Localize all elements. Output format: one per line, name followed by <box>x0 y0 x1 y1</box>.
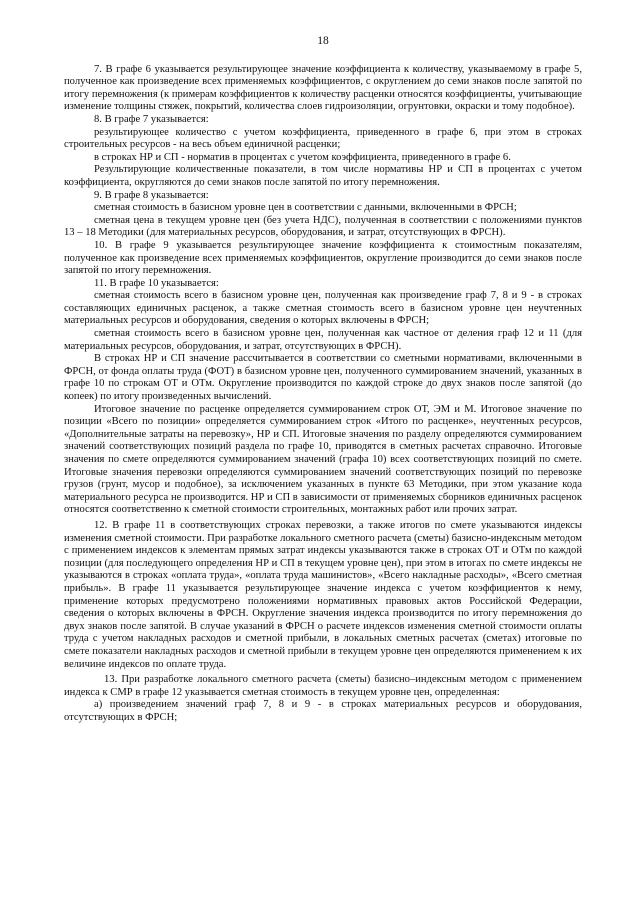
paragraph-7: 7. В графе 6 указывается результирующее значение коэффициента к количеству, указываемому в графе 5, полученное как произведение всех применяемых коэффициентов, с округлением до семи знаков после запятой по итогу перемножения (к примерам коэффициентов к количеству расценки относятся коэффициенты, учитывающие изменение толщины стяжек, покрытий, количества слоев гидроизоляции, огрунтовки, окраски и тому подобное). <box>64 63 582 113</box>
paragraph-11-nr-sp: В строках НР и СП значение рассчитывается в соответствии со сметными нормативами, включенными в ФРСН, от фонда оплаты труда (ФОТ) в базисном уровне цен, полученного суммированием значений, указанных в графе 10 по строкам ОТ и ОТм. Округление производится по каждой строке до двух знаков после запятой (до копеек) по итогу произведенных вычислений. <box>64 353 582 403</box>
paragraph-13-item-a: а) произведением значений граф 7, 8 и 9 - в строках материальных ресурсов и оборудования, отсутствующих в ФРСН; <box>64 699 582 723</box>
paragraph-11-totals: Итоговое значение по расценке определяется суммированием строк ОТ, ЭМ и М. Итоговое значение по позиции «Всего по позиции» определяется суммированием строк «Итого по расценке», неучтенных ресурсов, «Дополнительные затраты на перевозку», НР и СП. Итоговые значения по разделу определяются суммированием значений соответствующих позиций раздела по графе 10, приводятся в сметных расчетах справочно. Итоговые значения по смете определяются суммированием значений (графа 10) всех соответствующих позиций по смете. Итоговые значения перевозки определяются суммированием значений соответствующих позиций по перевозке грузов (грунт, мусор и подобное), за исключением указанных в пункте 63 Методики, при этом указание кода материального ресурса не производится. НР и СП в зависимости от применяемых сборников единичных расценок относятся соответственно к сметной стоимости строительных, монтажных работ или прочих затрат. <box>64 403 582 516</box>
paragraph-13: 13. При разработке локального сметного расчета (сметы) базисно–индексным методом с применением индекса к СМР в графе 12 указывается сметная стоимость в текущем уровне цен, определенная: <box>64 674 582 698</box>
page-number: 18 <box>317 35 329 47</box>
paragraph-9-item-2: сметная цена в текущем уровне цен (без учета НДС), полученная в соответствии с положениями пунктов 13 – 18 Методики (для материальных ресурсов, оборудования, и затрат, отсутствующих в ФРСН). <box>64 214 582 239</box>
paragraph-9-heading: 9. В графе 8 указывается: <box>94 189 209 201</box>
paragraph-11-heading: 11. В графе 10 указывается: <box>94 277 219 289</box>
paragraph-11-item-2: сметная стоимость всего в базисном уровне цен, полученная как частное от деления граф 12 и 11 (для материальных ресурсов, оборудования, и затрат, отсутствующих в ФРСН). <box>64 328 582 352</box>
paragraph-11-item-1: сметная стоимость всего в базисном уровне цен, полученная как произведение граф 7, 8 и 9 - в строках составляющих единичных расценок, а также сметная стоимость всего в базисном уровне цен неучтенных материальных ресурсов и оборудования, сведения о которых включены в ФРСН; <box>64 290 582 327</box>
paragraph-12: 12. В графе 11 в соответствующих строках перевозки, а также итогов по смете указываются индексы изменения сметной стоимости. При разработке локального сметного расчета (сметы) базисно-индексным методом с применением индексов к элементам прямых затрат индексы указываются также в строках ОТ и ОТм по каждой позиции (для последующего определения НР и СП в текущем уровне цен), при этом в итогах по смете индексы не указываются в строках «оплата труда», «оплата труда машинистов», «Всего накладные расходы», «Всего сметная прибыль». В графе 11 указывается результирующее значение индекса с учетом коэффициентов к нему, применение которых предусмотрено положениями нормативных правовых актов Российской Федерации, сведения о которых включены в ФРСН. Округление значения индекса производится по итогу перемножения до двух знаков после запятой. В случае указаний в ФРСН о расчете индексов изменения сметной стоимости оплаты труда с учетом накладных расходов и сметной прибыли, в локальных сметных расчетах (сметах) итоговые по смете показатели накладных расходов и сметной прибыли в текущем уровне цен определяются применением к их величине индексов по оплате труда. <box>64 519 582 670</box>
paragraph-8-note: Результирующие количественные показатели, в том числе нормативы НР и СП в процентах с учетом коэффициента, округляются до семи знаков после запятой по итогу перемножения. <box>64 164 582 188</box>
paragraph-8-item-2: в строках НР и СП - норматив в процентах с учетом коэффициента, приведенного в графе 6. <box>94 151 511 163</box>
paragraph-9-item-1: сметная стоимость в базисном уровне цен в соответствии с данными, включенными в ФРСН; <box>94 202 517 214</box>
paragraph-8-heading: 8. В графе 7 указывается: <box>94 113 209 125</box>
paragraph-8-item-1: результирующее количество с учетом коэффициента, приведенного в графе 6, при этом в строках строительных ресурсов - на весь объем единичной расценки; <box>64 126 582 151</box>
paragraph-10: 10. В графе 9 указывается результирующее значение коэффициента к стоимостным показателям, полученное как произведение всех применяемых коэффициентов, округление производится до семи знаков после запятой по итогу перемножения. <box>64 239 582 277</box>
